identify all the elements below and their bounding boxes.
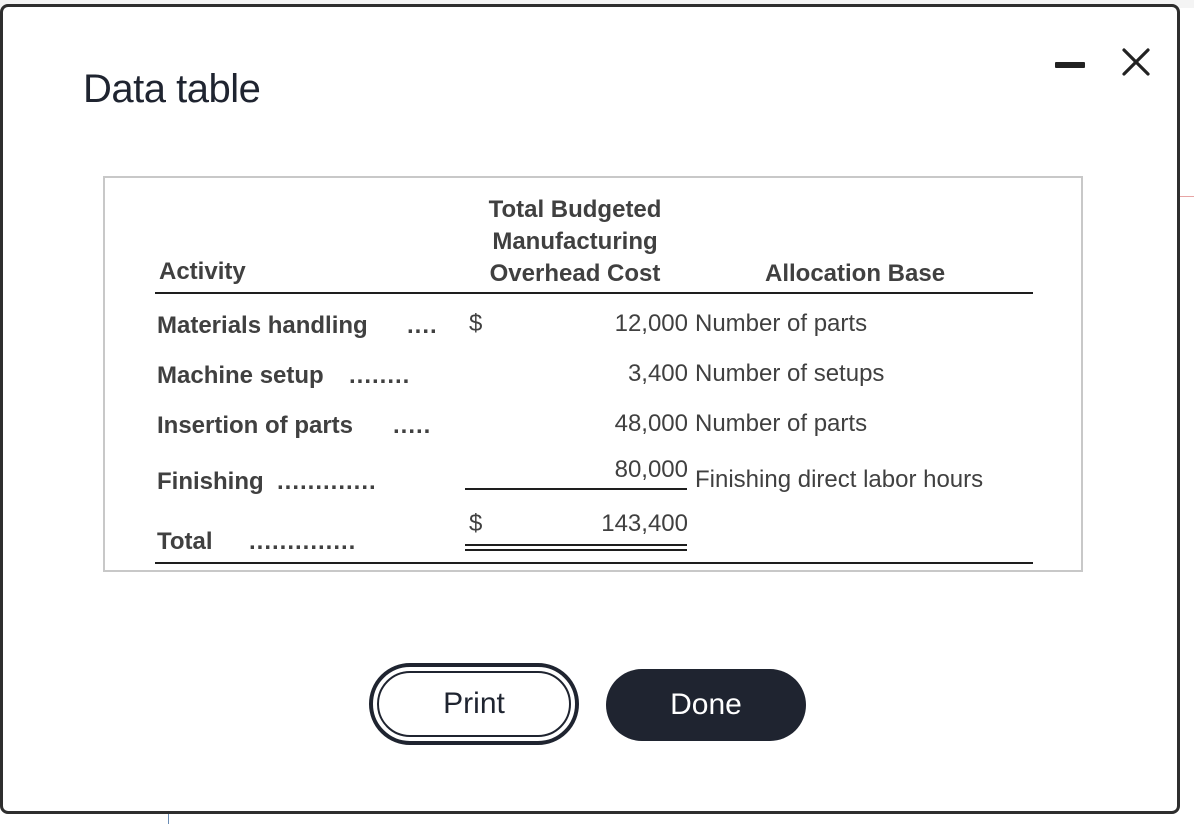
header-activity: Activity: [159, 258, 246, 285]
total-double-rule: [465, 544, 687, 546]
row-allocation-base: Number of parts: [695, 410, 868, 437]
subtotal-rule: [465, 488, 687, 490]
print-button-label: Print: [377, 671, 571, 737]
row-allocation-base: Finishing direct labor hours: [695, 466, 984, 493]
row-activity: Machine setup: [157, 362, 324, 389]
row-currency: $: [469, 310, 483, 337]
table-bottom-rule: [155, 562, 1033, 564]
row-leader-dots: ........: [349, 362, 411, 389]
data-table-dialog: [0, 4, 1180, 814]
minimize-icon[interactable]: [1055, 59, 1085, 71]
header-rule: [155, 292, 1033, 294]
total-currency: $: [469, 510, 483, 537]
row-activity: Materials handling: [157, 312, 368, 339]
data-table: [103, 176, 1083, 572]
row-activity: Insertion of parts: [157, 412, 354, 439]
header-cost-line: Total Budgeted: [488, 196, 662, 223]
row-amount: 12,000: [614, 310, 688, 337]
row-leader-dots: ....: [407, 312, 438, 339]
row-leader-dots: .............: [277, 468, 377, 495]
total-double-rule: [465, 549, 687, 551]
total-leader-dots: ..............: [249, 528, 357, 555]
row-amount: 80,000: [614, 456, 688, 483]
done-button[interactable]: Done: [606, 669, 806, 741]
total-label: Total: [157, 528, 213, 555]
close-icon[interactable]: [1119, 45, 1153, 79]
print-button[interactable]: [369, 663, 579, 745]
row-allocation-base: Number of parts: [695, 310, 868, 337]
row-allocation-base: Number of setups: [695, 360, 885, 387]
background-divider: [1180, 196, 1194, 197]
header-cost-line: Overhead Cost: [489, 260, 661, 287]
row-activity: Finishing: [157, 468, 264, 495]
header-overhead-cost: [475, 194, 675, 290]
total-amount: 143,400: [601, 510, 688, 537]
header-allocation-base: Allocation Base: [765, 260, 946, 287]
header-cost-line: Manufacturing: [492, 228, 658, 255]
row-amount: 3,400: [627, 360, 688, 387]
row-amount: 48,000: [614, 410, 688, 437]
row-leader-dots: .....: [393, 412, 432, 439]
dialog-title: Data table: [83, 67, 261, 111]
